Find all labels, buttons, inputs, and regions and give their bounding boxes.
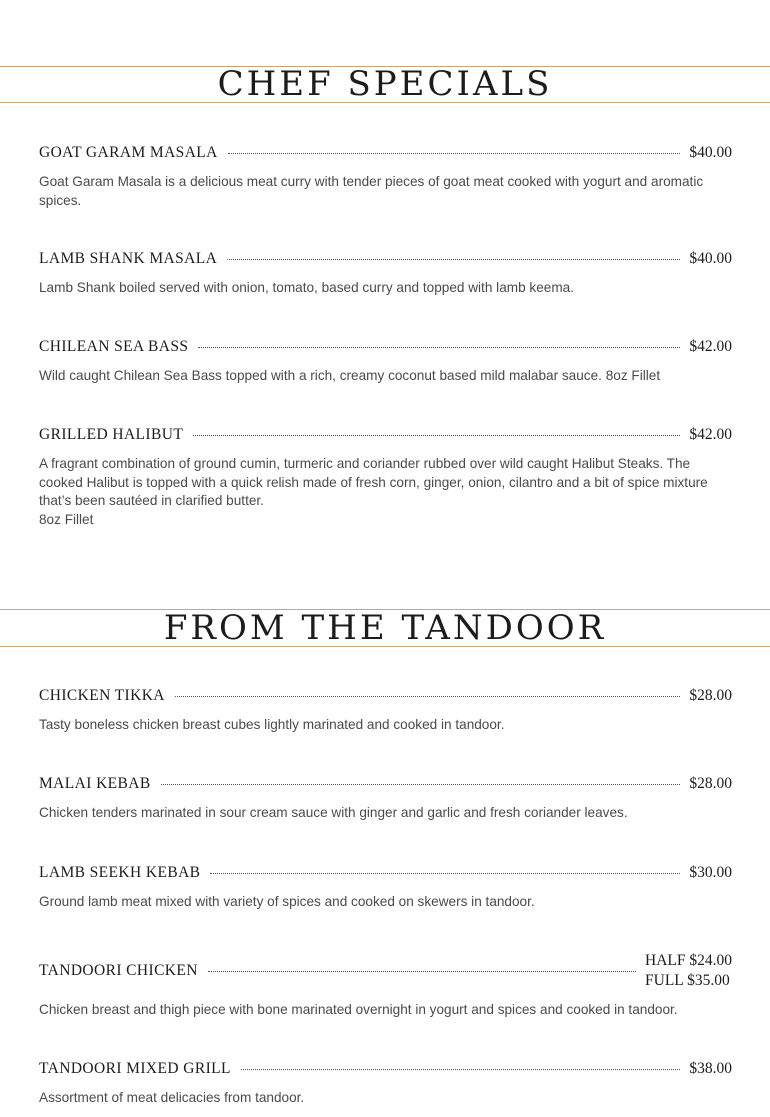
item-price: $40.00 [689,144,732,161]
menu-item [39,249,732,298]
item-description-text: A fragrant combination of ground cumin, turmeric and coriander rubbed over wild caught Halibut Steaks. The cooked Halibut is topped with a quick relish made of fresh corn, ginger, onion, cilantro and a bit of spice mixture that’s been sautéed in clarified butter. [39,456,708,508]
item-name: CHILEAN SEA BASS [39,338,189,355]
menu-item [39,863,732,912]
item-price: $42.00 [689,426,732,443]
item-description [39,455,732,529]
item-name: GOAT GARAM MASALA [39,144,218,161]
dotted-leader [210,873,680,874]
dotted-leader [228,153,681,154]
section-header-tandoor [0,609,770,647]
item-description: Assortment of meat delicacies from tandoor. [39,1090,305,1105]
item-name: CHICKEN TIKKA [39,687,165,704]
item-description: Lamb Shank boiled served with onion, tomato, based curry and topped with lamb keema. [39,280,574,295]
item-price-full: FULL $35.00 [645,972,730,989]
item-price: $28.00 [689,687,732,704]
menu-item [39,337,732,386]
dotted-leader [161,784,681,785]
price-options [645,951,732,991]
dotted-leader [198,347,680,348]
dotted-leader [193,435,680,436]
item-description: Wild caught Chilean Sea Bass topped with a rich, creamy coconut based mild malabar sauce. 8oz Fillet [39,368,661,383]
item-price: $30.00 [689,864,732,881]
menu-item [39,774,732,823]
item-description-extra: 8oz Fillet [39,511,94,527]
menu-item [39,951,732,1020]
item-name: LAMB SEEKH KEBAB [39,864,201,881]
item-price: $38.00 [689,1060,732,1077]
item-name: TANDOORI MIXED GRILL [39,1060,231,1077]
item-name: GRILLED HALIBUT [39,426,184,443]
menu-item [39,143,732,210]
section-title: FROM THE TANDOOR [163,608,607,648]
item-name: LAMB SHANK MASALA [39,250,218,267]
item-description: Goat Garam Masala is a delicious meat curry with tender pieces of goat meat cooked with yogurt and aromatic spices. [39,174,704,208]
section-header-chef-specials [0,66,770,103]
item-name: MALAI KEBAB [39,775,151,792]
menu-item [39,686,732,735]
item-description: Tasty boneless chicken breast cubes lightly marinated and cooked in tandoor. [39,717,505,732]
item-description: Ground lamb meat mixed with variety of spices and cooked on skewers in tandoor. [39,894,535,909]
menu-item [39,1059,732,1108]
item-price: $28.00 [689,775,732,792]
dotted-leader [175,696,680,697]
item-name: TANDOORI CHICKEN [39,962,198,979]
dotted-leader [241,1069,681,1070]
section-title: CHEF SPECIALS [217,64,553,104]
item-description: Chicken breast and thigh piece with bone marinated overnight in yogurt and spices and cooked in tandoor. [39,1002,678,1017]
item-description: Chicken tenders marinated in sour cream sauce with ginger and garlic and fresh coriander leaves. [39,805,628,820]
menu-item [39,425,732,529]
item-price: $42.00 [689,338,732,355]
dotted-leader [227,259,680,260]
dotted-leader [208,971,636,972]
item-price-half: HALF $24.00 [645,952,732,969]
item-price: $40.00 [689,250,732,267]
